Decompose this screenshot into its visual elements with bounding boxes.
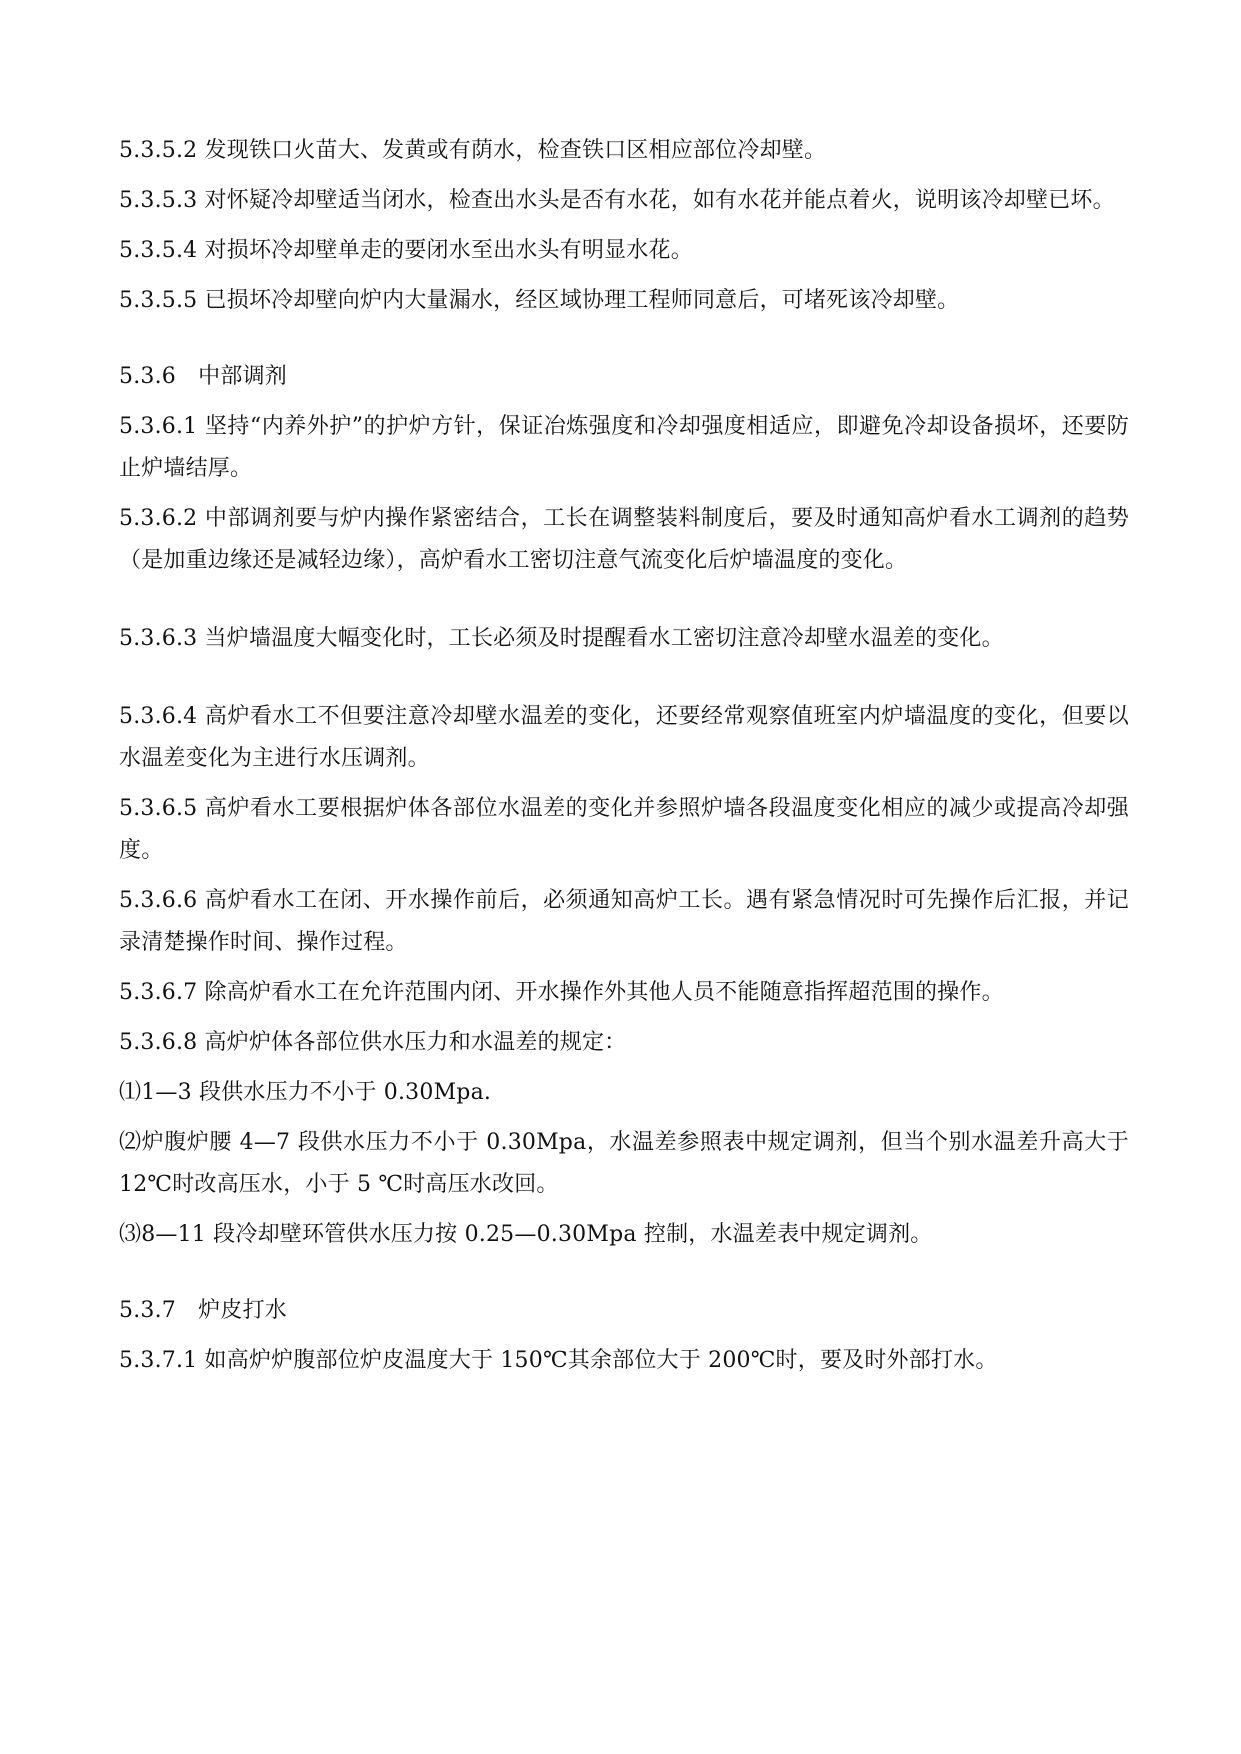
paragraph-5-3-5-5: 5.3.5.5 已损坏冷却壁向炉内大量漏水，经区域协理工程师同意后，可堵死该冷却壁。 — [119, 288, 960, 313]
paragraph-5-3-6-5: 5.3.6.5 高炉看水工要根据炉体各部位水温差的变化并参照炉墙各段温度变化相应的减少或提高冷却强度。 — [119, 796, 1129, 863]
section-heading-5-3-7: 5.3.7 炉皮打水 — [119, 1298, 287, 1323]
paragraph-5-3-6-8: 5.3.6.8 高炉炉体各部位供水压力和水温差的规定： — [119, 1030, 627, 1055]
list-item-1: ⑴1—3 段供水压力不小于 0.30Mpa. — [119, 1080, 492, 1105]
document-body — [119, 130, 1129, 1390]
paragraph-5-3-6-7: 5.3.6.7 除高炉看水工在允许范围内闭、开水操作外其他人员不能随意指挥超范围的操作。 — [119, 980, 1004, 1005]
list-item-3: ⑶8—11 段冷却壁环管供水压力按 0.25—0.30Mpa 控制，水温差表中规定调剂。 — [119, 1222, 933, 1247]
list-item-2: ⑵炉腹炉腰 4—7 段供水压力不小于 0.30Mpa，水温差参照表中规定调剂，但当个别水温差升高大于 12℃时改高压水，小于 5 ℃时高压水改回。 — [119, 1130, 1129, 1197]
paragraph-5-3-5-2: 5.3.5.2 发现铁口火苗大、发黄或有荫水，检查铁口区相应部位冷却壁。 — [119, 138, 827, 163]
paragraph-5-3-5-3: 5.3.5.3 对怀疑冷却壁适当闭水，检查出水头是否有水花，如有水花并能点着火，说明该冷却壁已坏。 — [119, 188, 1115, 213]
paragraph-5-3-6-6: 5.3.6.6 高炉看水工在闭、开水操作前后，必须通知高炉工长。遇有紧急情况时可先操作后汇报，并记录清楚操作时间、操作过程。 — [119, 888, 1129, 955]
paragraph-5-3-6-2: 5.3.6.2 中部调剂要与炉内操作紧密结合，工长在调整装料制度后，要及时通知高炉看水工调剂的趋势（是加重边缘还是减轻边缘），高炉看水工密切注意气流变化后炉墙温度的变化。 — [119, 506, 1129, 573]
paragraph-5-3-6-4: 5.3.6.4 高炉看水工不但要注意冷却壁水温差的变化，还要经常观察值班室内炉墙温度的变化，但要以水温差变化为主进行水压调剂。 — [119, 704, 1129, 771]
paragraph-5-3-6-3: 5.3.6.3 当炉墙温度大幅变化时，工长必须及时提醒看水工密切注意冷却壁水温差的变化。 — [119, 626, 1004, 651]
section-heading-5-3-6: 5.3.6 中部调剂 — [119, 364, 287, 389]
paragraph-5-3-5-4: 5.3.5.4 对损坏冷却壁单走的要闭水至出水头有明显水花。 — [119, 238, 693, 263]
paragraph-5-3-7-1: 5.3.7.1 如高炉炉腹部位炉皮温度大于 150℃其余部位大于 200℃时，要及时外部打水。 — [119, 1348, 998, 1373]
paragraph-5-3-6-1: 5.3.6.1 坚持“内养外护”的护炉方针，保证冶炼强度和冷却强度相适应，即避免冷却设备损坏，还要防止炉墙结厚。 — [119, 414, 1129, 481]
